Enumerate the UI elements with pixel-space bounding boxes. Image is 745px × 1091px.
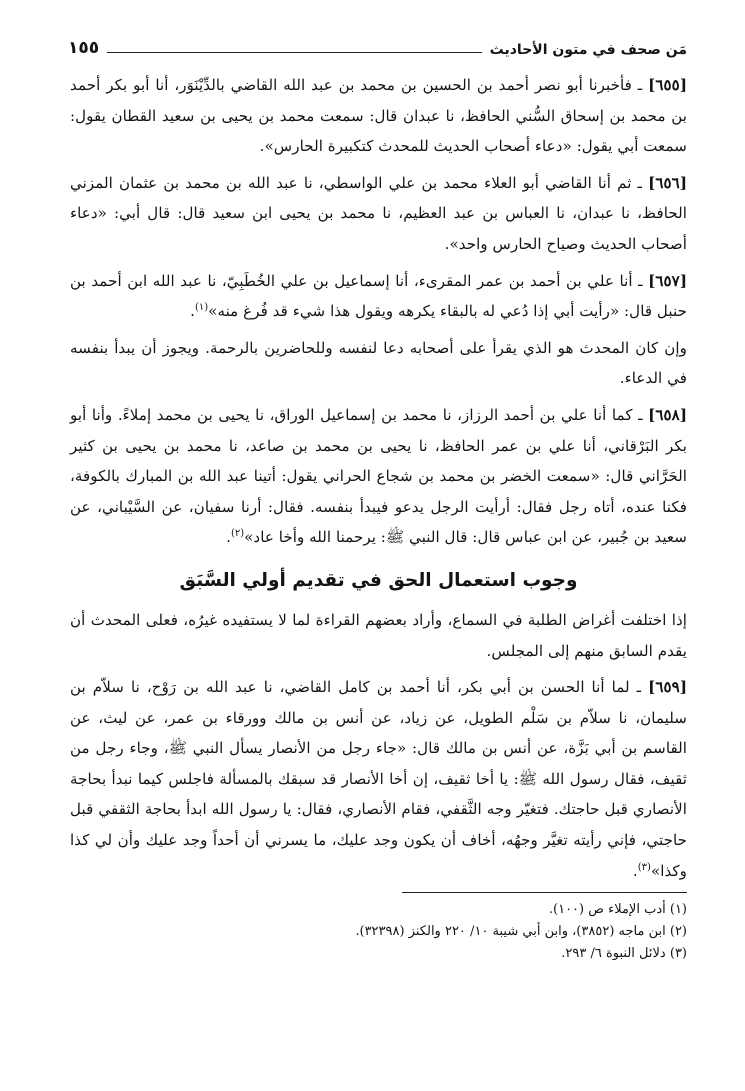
hadith-text: ـ فأخبرنا أبو نصر أحمد بن الحسين بن محمد بن عبد الله القاضي بالدِّيْنَوَر، أنا أبو بكر أحمد بن محمد بن إسحاق السُّني الحافظ، نا عبدان قال: سمعت محمد بن يحيى بن سعيد القطان يقول: سمعت أبي يقول: «دعاء أصحاب الحديث للمحدث كتكبيرة الحارس». — [70, 76, 687, 156]
page-number: ١٥٥ — [68, 38, 100, 58]
sentence-end: . — [632, 861, 638, 880]
hadith-number: [٦٥٧] — [648, 271, 687, 290]
hadith-paragraph-659 — [70, 672, 687, 886]
hadith-text: ـ لما أنا الحسن بن أبي بكر، أنا أحمد بن كامل القاضي، نا عبد الله بن رَوْح، نا سلاّم بن سليمان، نا سلاّم بن سَلْم الطويل، عن زياد، عن أنس بن مالك وورقاء بن عمر، عن ليث، عن القاسم بن أبي بَزَّة، عن أنس بن مالك قال: «جاء رجل من الأنصار يسأل النبي ﷺ، وجاء رجل من ثقيف، فقال رسول الله ﷺ: يا أخا ثقيف، إن أخا الأنصار قد سبقك بالمسألة فاجلس كيما نبدأ بحاجة الأنصاري قبل حاجتك. فتغيّر وجه الثَّقفي، فقام الأنصاري، فقال: يا رسول الله ابدأ بحاجة الثقفي قبل حاجتي، فإني رأيته تغيَّر وجهُه، أخاف أن يكون وجد عليك، ما يسرني أن أحداً وجد عليك وأن لي كذا وكذا» — [70, 678, 687, 880]
hadith-paragraph-655 — [70, 70, 687, 162]
hadith-number: [٦٥٦] — [648, 173, 687, 192]
header-rule — [107, 52, 482, 53]
page-body — [70, 70, 687, 965]
hadith-paragraph-657 — [70, 266, 687, 327]
footnote-1: (١) أدب الإملاء ص (١٠٠). — [548, 902, 687, 918]
section-intro-paragraph: إذا اختلفت أغراض الطلبة في السماع، وأراد بعضهم القراءة لما لا يستفيده غيرُه، فعلى المحدث أن يقدم السابق منهم إلى المجلس. — [70, 610, 687, 660]
hadith-text: ـ أنا علي بن أحمد بن عمر المقرىء، أنا إسماعيل بن علي الخُطَبِيّ، نا عبد الله ابن أحمد بن حنبل قال: «رأيت أبي إذا دُعي له بالبقاء يكرهه ويقول هذا شيء قد فُرغ منه» — [70, 271, 687, 321]
footnote-ref-2[interactable]: (٢) — [230, 528, 245, 540]
footnote-2: (٢) ابن ماجه (٣٨٥٢)، وابن أبي شيبة ١٠/ ٢٢٠ والكنز (٣٢٣٩٨). — [355, 924, 687, 940]
commentary-paragraph: وإن كان المحدث هو الذي يقرأ على أصحابه دعا لنفسه وللحاضرين بالرحمة. ويجوز أن يبدأ بنفسه في الدعاء. — [70, 338, 687, 388]
footnotes — [70, 899, 687, 965]
page-header — [68, 32, 687, 58]
hadith-paragraph-658 — [70, 400, 687, 553]
footnote-divider — [402, 892, 687, 893]
sentence-end: . — [226, 528, 231, 547]
footnote-ref-3[interactable]: (٣) — [637, 861, 651, 873]
hadith-text: ـ ثم أنا القاضي أبو العلاء محمد بن علي الواسطي، نا عبد الله بن محمد بن عثمان المزني الحافظ، نا عبدان، نا العباس بن عبد العظيم، نا محمد بن يحيى ابن سعيد قال: قال أبي: «دعاء أصحاب الحديث وصياح الحارس واحد». — [70, 173, 687, 253]
sentence-end: . — [190, 302, 195, 321]
section-heading: وجوب استعمال الحق في تقديم أولي السَّبَق — [179, 569, 578, 591]
hadith-number: [٦٥٩] — [648, 678, 687, 697]
footnote-ref-1[interactable]: (١) — [194, 302, 209, 314]
hadith-text: ـ كما أنا علي بن أحمد الرزاز، نا محمد بن إسماعيل الوراق، نا يحيى بن محمد إملاءً. وأنا أبو بكر البَرْقاني، أنا علي بن عمر الحافظ، نا يحيى بن محمد بن صاعد، نا محمد بن يحيى بن كثير الحَرَّاني قال: «سمعت الخضر بن محمد بن شجاع الحراني يقول: أتينا عبد الله بن المبارك بالكوفة، فكنا عنده، أتاه رجل فقال: أرأيت الرجل يدعو فيبدأ بنفسه. فقال: أرنا سفيان، عن السَّيْباني، عن سعيد بن جُبير، عن ابن عباس قال: قال النبي ﷺ: يرحمنا الله وأخا عاد» — [70, 405, 687, 547]
hadith-number: [٦٥٨] — [648, 405, 687, 424]
hadith-number: [٦٥٥] — [648, 76, 687, 94]
footnote-3: (٣) دلائل النبوة ٦/ ٢٩٣. — [561, 946, 687, 962]
running-title: مَن صحف في متون الأحاديث — [489, 42, 687, 58]
hadith-paragraph-656 — [70, 168, 687, 260]
